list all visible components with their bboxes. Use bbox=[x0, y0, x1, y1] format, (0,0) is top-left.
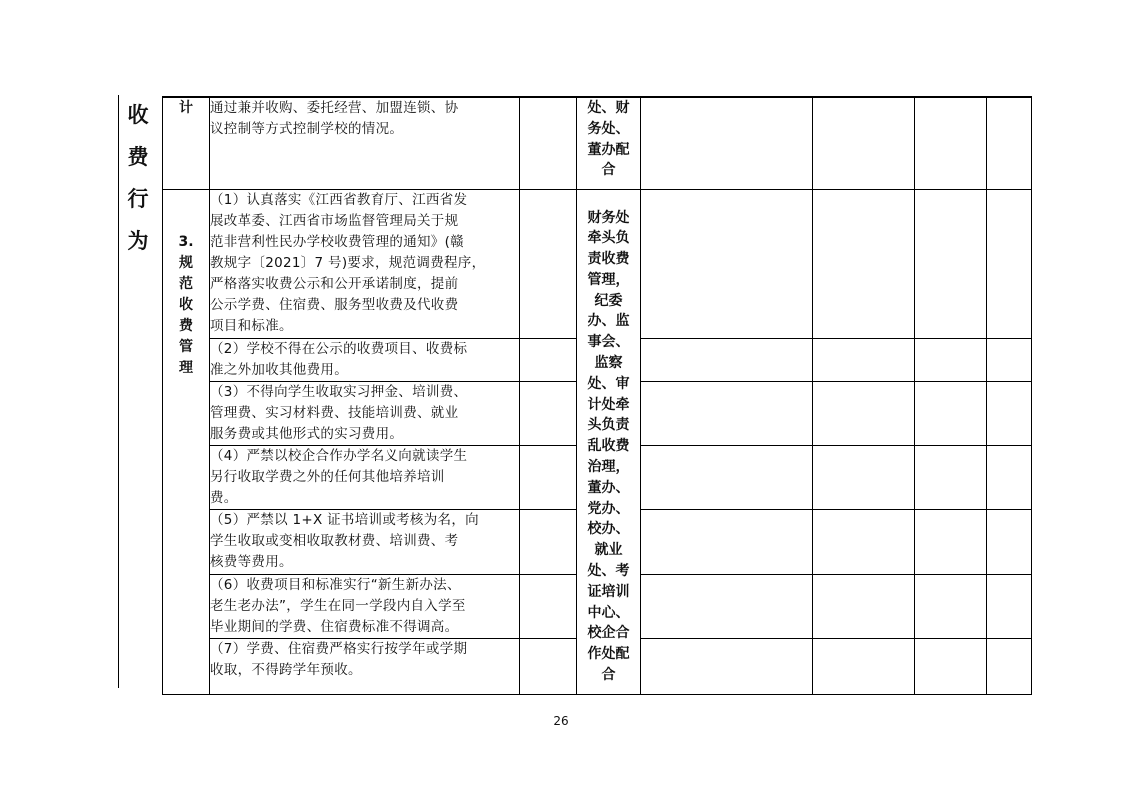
item-cell bbox=[163, 189, 210, 694]
blank-cell bbox=[915, 574, 987, 638]
section-label bbox=[120, 102, 156, 270]
blank-cell bbox=[641, 381, 813, 445]
item-char: 费 bbox=[179, 317, 193, 334]
blank-cell bbox=[813, 381, 915, 445]
content-line: 教规字〔2021〕7 号)要求，规范调费程序， bbox=[210, 254, 486, 271]
blank-cell bbox=[987, 638, 1032, 694]
resp-line: 中心、 bbox=[587, 604, 630, 621]
blank-cell bbox=[813, 189, 915, 338]
blank-cell bbox=[641, 189, 813, 338]
content-line: 公示学费、住宿费、服务型收费及代收费 bbox=[210, 296, 459, 313]
item-char: 收 bbox=[179, 296, 193, 313]
content-line: 项目和标准。 bbox=[210, 317, 293, 334]
resp-line: 处、审 bbox=[587, 375, 630, 392]
blank-cell bbox=[520, 189, 577, 338]
blank-cell bbox=[915, 509, 987, 574]
resp-line: 作处配 bbox=[587, 646, 630, 663]
content-line: 议控制等方式控制学校的情况。 bbox=[210, 121, 404, 137]
resp-line: 合 bbox=[601, 667, 616, 684]
content-line: 毕业期间的学费、住宿费标准不得调高。 bbox=[210, 618, 459, 635]
blank-cell bbox=[641, 338, 813, 381]
content-line: 准之外加收其他费用。 bbox=[210, 361, 348, 378]
resp-line: 治理， bbox=[587, 459, 630, 476]
resp-line: 合 bbox=[601, 162, 616, 179]
blank-cell bbox=[520, 574, 577, 638]
section-char: 行 bbox=[127, 187, 149, 211]
table-row bbox=[163, 189, 1032, 338]
item-char: 理 bbox=[179, 359, 193, 376]
blank-cell bbox=[987, 338, 1032, 381]
resp-line: 计处牵 bbox=[587, 396, 630, 413]
blank-cell bbox=[987, 97, 1032, 189]
content-line: （7）学费、住宿费严格实行按学年或学期 bbox=[210, 640, 468, 657]
resp-line: 乱收费 bbox=[587, 438, 630, 455]
blank-cell bbox=[987, 445, 1032, 509]
blank-cell bbox=[987, 381, 1032, 445]
blank-cell bbox=[520, 445, 577, 509]
section-char: 收 bbox=[127, 103, 149, 127]
resp-line: 牵头负 bbox=[587, 230, 630, 247]
blank-cell bbox=[520, 509, 577, 574]
resp-line: 头负责 bbox=[587, 417, 630, 434]
page-number: 26 bbox=[553, 714, 569, 728]
content-line: 另行收取学费之外的任何其他培养培训 bbox=[210, 468, 445, 485]
resp-line: 董办、 bbox=[587, 479, 630, 496]
blank-cell bbox=[813, 509, 915, 574]
blank-cell bbox=[987, 574, 1032, 638]
resp-line: 纪委 bbox=[594, 292, 623, 309]
blank-cell bbox=[641, 574, 813, 638]
blank-cell bbox=[915, 638, 987, 694]
responsible-cell bbox=[577, 97, 641, 189]
blank-cell bbox=[641, 97, 813, 189]
content-line: 范非营利性民办学校收费管理的通知》(赣 bbox=[210, 233, 464, 250]
blank-cell bbox=[915, 338, 987, 381]
blank-cell bbox=[641, 638, 813, 694]
content-line: 核费等费用。 bbox=[210, 553, 293, 570]
blank-cell bbox=[915, 381, 987, 445]
content-cell bbox=[210, 189, 520, 338]
content-cell bbox=[210, 97, 520, 189]
content-line: 老生老办法”，学生在同一学段内自入学至 bbox=[210, 597, 466, 614]
content-line: 管理费、实习材料费、技能培训费、就业 bbox=[210, 404, 459, 421]
blank-cell bbox=[813, 338, 915, 381]
blank-cell bbox=[813, 638, 915, 694]
blank-cell bbox=[813, 445, 915, 509]
blank-cell bbox=[987, 509, 1032, 574]
resp-line: 证培训 bbox=[587, 583, 630, 600]
blank-cell bbox=[813, 97, 915, 189]
content-line: （1）认真落实《江西省教育厅、江西省发 bbox=[210, 191, 468, 208]
content-line: 展改革委、江西省市场监督管理局关于规 bbox=[210, 212, 459, 229]
blank-cell bbox=[520, 381, 577, 445]
regulation-table bbox=[162, 96, 1032, 695]
item-char: 计 bbox=[179, 100, 193, 116]
blank-cell bbox=[641, 509, 813, 574]
left-border-line bbox=[118, 95, 119, 688]
responsible-cell bbox=[577, 189, 641, 694]
content-cell bbox=[210, 445, 520, 509]
content-cell bbox=[210, 381, 520, 445]
table-row bbox=[163, 97, 1032, 189]
blank-cell bbox=[520, 97, 577, 189]
resp-line: 就业 bbox=[594, 542, 623, 559]
resp-line: 党办、 bbox=[587, 500, 630, 517]
resp-line: 处、考 bbox=[587, 563, 630, 580]
blank-cell bbox=[813, 574, 915, 638]
content-cell bbox=[210, 574, 520, 638]
blank-cell bbox=[915, 97, 987, 189]
resp-line: 校办、 bbox=[587, 521, 630, 538]
resp-line: 处、财 bbox=[587, 100, 630, 116]
content-line: （3）不得向学生收取实习押金、培训费、 bbox=[210, 383, 468, 400]
content-cell bbox=[210, 638, 520, 694]
content-line: （5）严禁以 1+X 证书培训或考核为名，向 bbox=[210, 511, 479, 528]
content-cell bbox=[210, 338, 520, 381]
blank-cell bbox=[520, 338, 577, 381]
content-line: （2）学校不得在公示的收费项目、收费标 bbox=[210, 340, 468, 357]
blank-cell bbox=[641, 445, 813, 509]
resp-line: 管理， bbox=[587, 271, 630, 288]
blank-cell bbox=[915, 189, 987, 338]
content-line: 费。 bbox=[210, 489, 238, 506]
resp-line: 监察 bbox=[594, 355, 623, 372]
content-line: 收取，不得跨学年预收。 bbox=[210, 661, 362, 678]
content-line: （6）收费项目和标准实行“新生新办法、 bbox=[210, 576, 461, 593]
item-cell bbox=[163, 97, 210, 189]
item-char: 范 bbox=[179, 275, 193, 292]
content-line: 学生收取或变相收取教材费、培训费、考 bbox=[210, 532, 459, 549]
content-line: 通过兼并收购、委托经营、加盟连锁、协 bbox=[210, 100, 459, 116]
blank-cell bbox=[987, 189, 1032, 338]
section-char: 费 bbox=[127, 145, 149, 169]
section-char: 为 bbox=[127, 229, 149, 253]
content-cell bbox=[210, 509, 520, 574]
resp-line: 财务处 bbox=[587, 209, 630, 226]
resp-line: 务处、 bbox=[587, 120, 630, 137]
blank-cell bbox=[520, 638, 577, 694]
item-char: 3. bbox=[178, 233, 194, 250]
resp-line: 校企合 bbox=[587, 625, 630, 642]
resp-line: 董办配 bbox=[587, 141, 630, 158]
item-char: 管 bbox=[179, 338, 193, 355]
resp-line: 责收费 bbox=[587, 251, 630, 268]
resp-line: 办、监 bbox=[587, 313, 630, 330]
content-line: 服务费或其他形式的实习费用。 bbox=[210, 425, 404, 442]
content-line: 严格落实收费公示和公开承诺制度，提前 bbox=[210, 275, 459, 292]
content-line: （4）严禁以校企合作办学名义向就读学生 bbox=[210, 447, 468, 464]
resp-line: 事会、 bbox=[587, 334, 630, 351]
blank-cell bbox=[915, 445, 987, 509]
item-char: 规 bbox=[179, 254, 193, 271]
